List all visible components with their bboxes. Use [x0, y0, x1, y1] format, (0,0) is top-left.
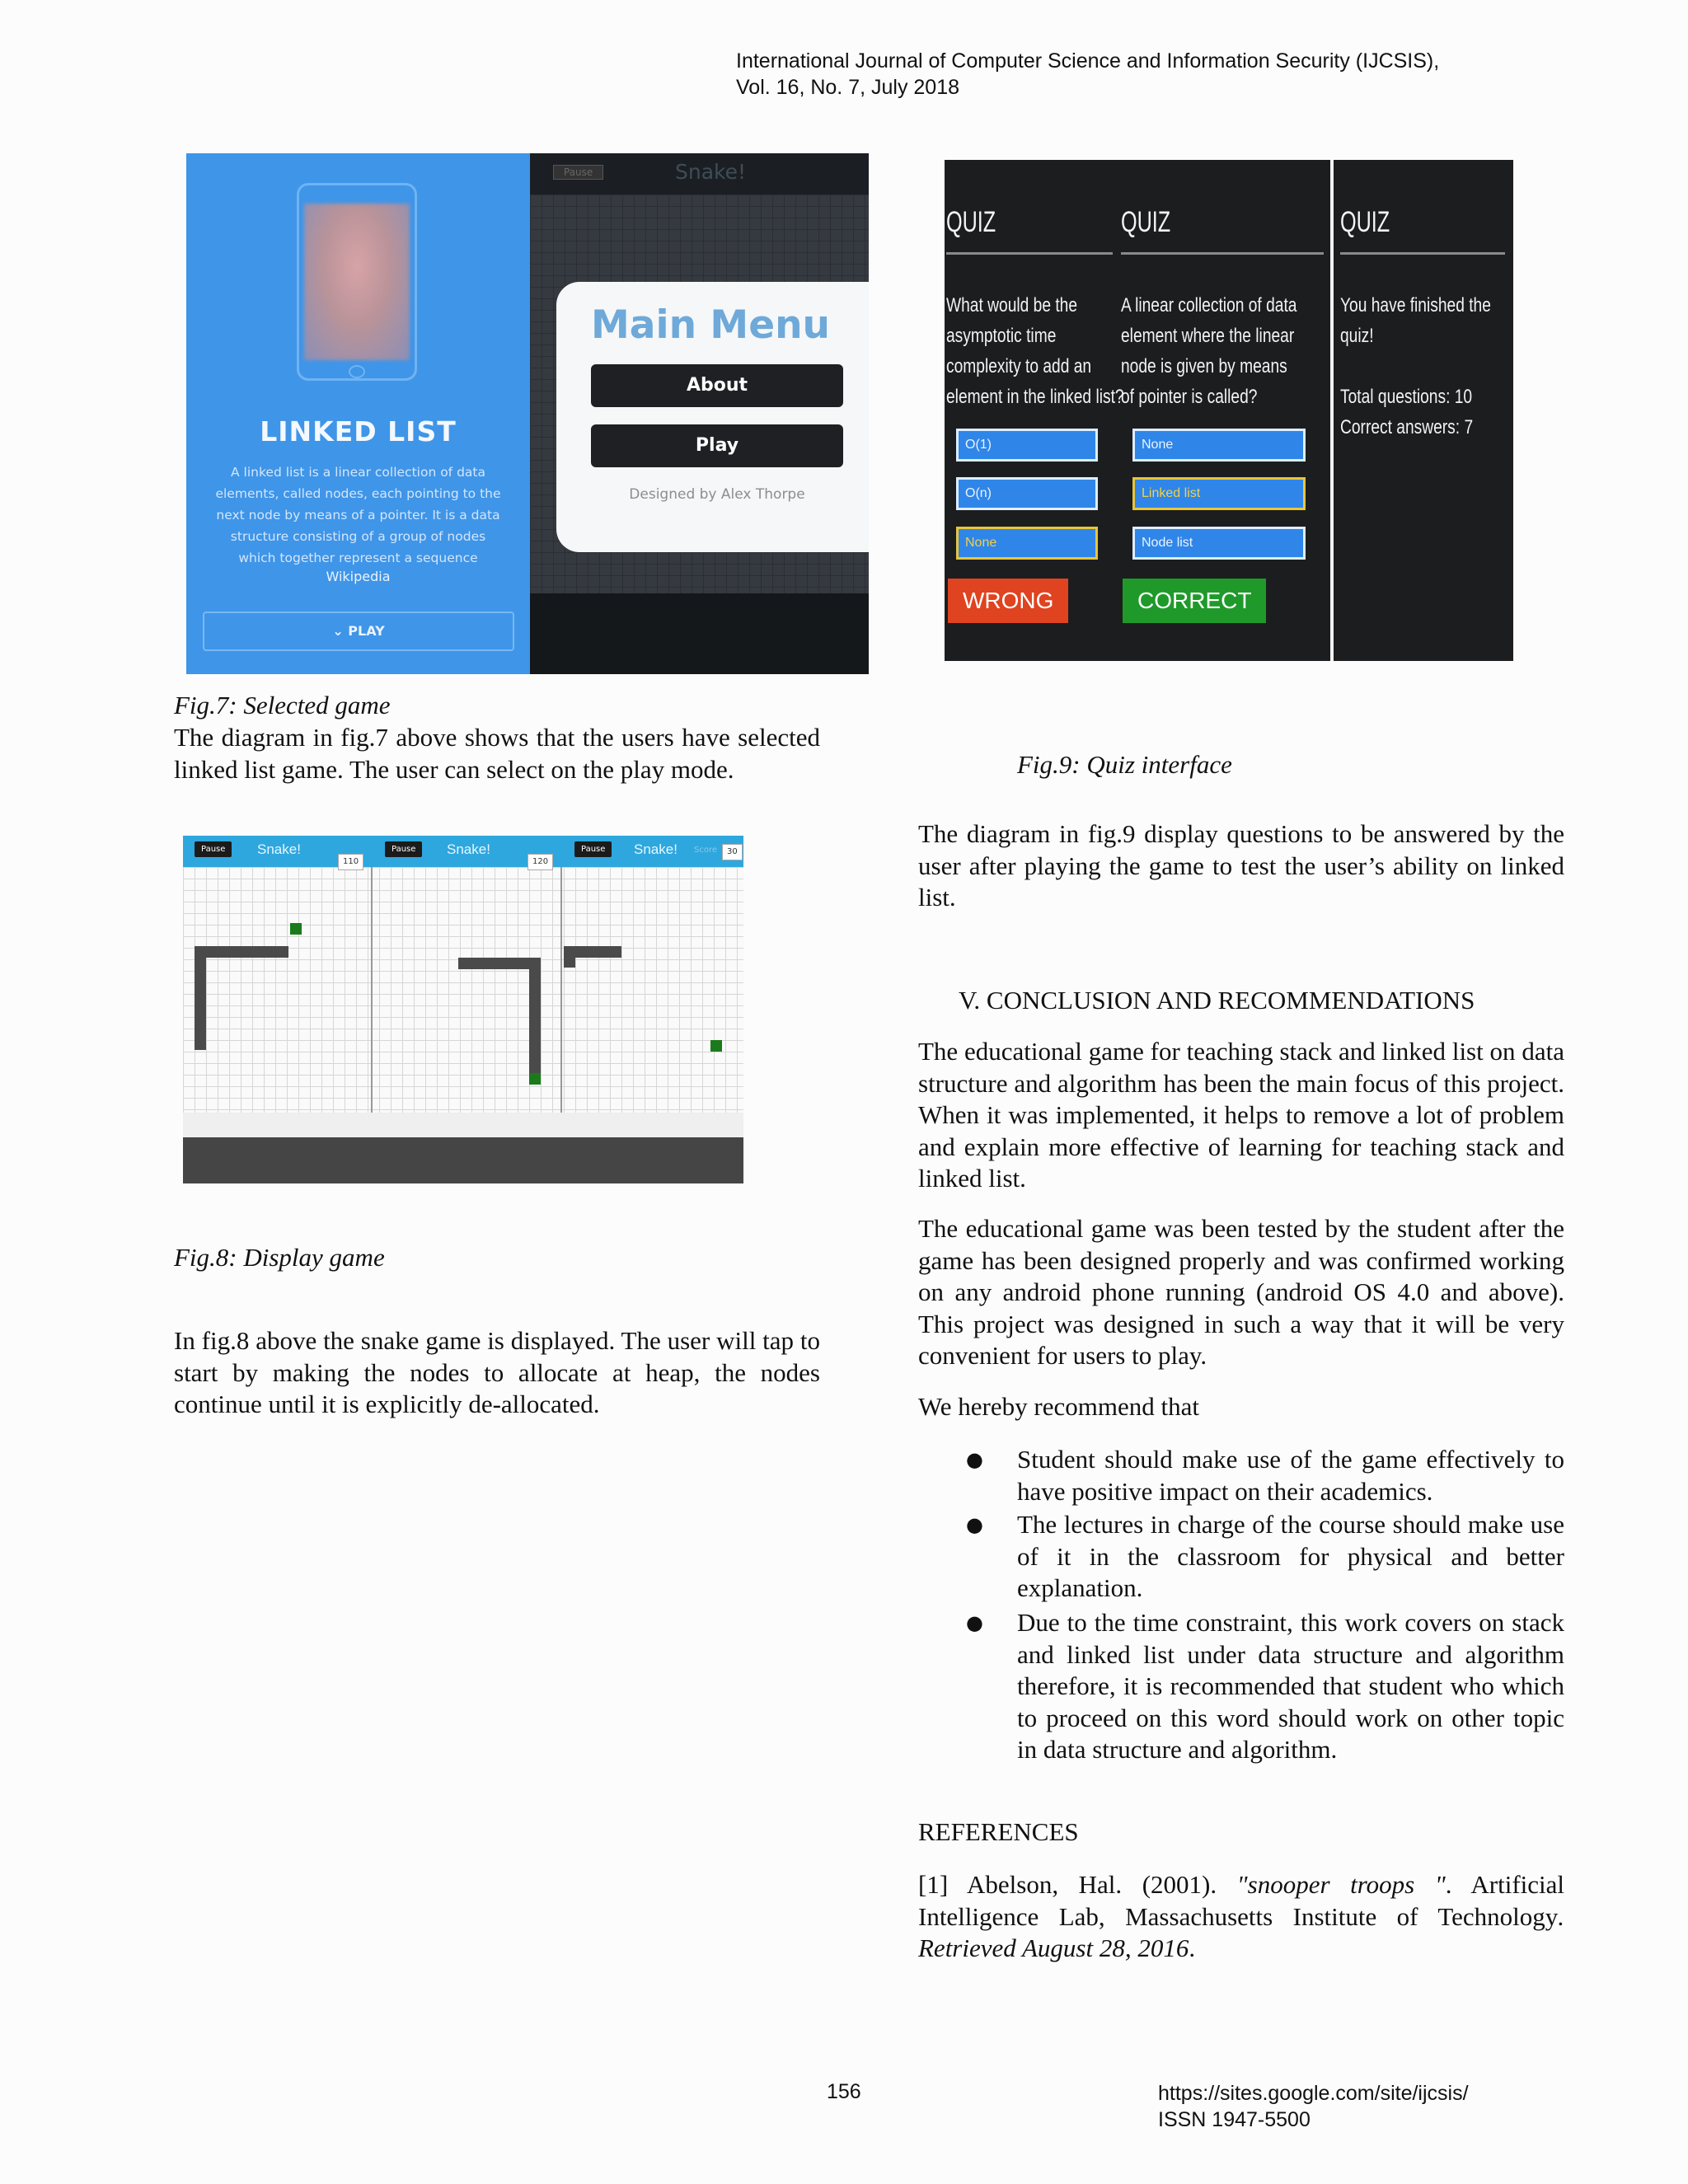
reference-1 [918, 1869, 1564, 1965]
figure-7-paragraph: The diagram in fig.7 above shows that the users have selected linked list game. The user can select on the play mode. [174, 723, 820, 784]
quiz-correct-answers: Correct answers: 7 [1340, 416, 1474, 438]
bullet-item [966, 1444, 1564, 1507]
snake-body [564, 946, 575, 968]
score-box: 30 [722, 844, 743, 860]
bullet-icon: ● [966, 1513, 983, 1536]
about-button[interactable]: About [591, 364, 843, 407]
quiz-option[interactable]: Node list [1132, 527, 1306, 560]
reference-1-authors: [1] Abelson, Hal. (2001). [918, 1870, 1237, 1899]
journal-url: https://sites.google.com/site/ijcsis/ [1158, 2082, 1469, 2105]
figure-9-quiz-interface [945, 160, 1513, 661]
quiz-result-correct: CORRECT [1123, 579, 1266, 623]
reference-1-dot: . [1558, 1901, 1564, 1931]
quiz-panel-finished [1334, 160, 1513, 661]
quiz-result-wrong: WRONG [948, 579, 1068, 623]
references-heading: REFERENCES [918, 1817, 1079, 1846]
main-menu-card [556, 282, 869, 552]
quiz-panel-question-2 [1121, 160, 1330, 661]
quiz-option-selected[interactable]: None [956, 527, 1098, 560]
reference-1-end: . [1189, 1933, 1196, 1962]
quiz-option[interactable]: O(1) [956, 429, 1098, 462]
linked-list-description: A linked list is a linear collection of data elements, called nodes, each pointing to the next node by means of a pointer. It is a data structure consisting of a group of nodes which together represent a sequence [215, 465, 501, 565]
section-heading: V. CONCLUSION AND RECOMMENDATIONS [959, 986, 1475, 1015]
game-footer-bar [183, 1137, 743, 1183]
phone-home-button [349, 365, 365, 378]
reference-1-title: "snooper troops " [1236, 1870, 1446, 1899]
phone-screen-image [304, 204, 410, 360]
reference-1-retrieved: Retrieved August 28, 2016 [918, 1933, 1189, 1962]
journal-volume: Vol. 16, No. 7, July 2018 [736, 76, 960, 99]
snake-body [195, 946, 288, 958]
pause-button[interactable]: Pause [385, 841, 422, 857]
snake-title: Snake! [257, 841, 301, 857]
quiz-total-questions: Total questions: 10 [1340, 386, 1473, 408]
main-menu-screen [530, 153, 869, 674]
quiz-question-text: A linear collection of data element where the linear node is given by means of pointer is called? [1121, 294, 1297, 408]
conclusion-paragraph-2: The educational game was been tested by the student after the game has been designed properly and was confirmed working on any android phone running (android OS 4.0 and above). This project was designed in such a way that it will be very convenient for users to play. [918, 1214, 1564, 1370]
designer-credit: Designed by Alex Thorpe [629, 486, 805, 503]
quiz-divider [946, 252, 1113, 255]
snake-food [529, 1073, 541, 1085]
snake-body [458, 958, 539, 969]
bullet-item [966, 1607, 1564, 1766]
snake-header-bar [183, 836, 743, 867]
pause-button[interactable]: Pause [574, 841, 612, 857]
journal-title: International Journal of Computer Science and Information Security (IJCSIS), [736, 49, 1440, 73]
quiz-option-selected[interactable]: Linked list [1132, 477, 1306, 510]
bullet-text: Student should make use of the game effectively to have positive impact on their academics. [1017, 1445, 1564, 1506]
quiz-divider [1121, 252, 1324, 255]
snake-food [710, 1040, 722, 1052]
quiz-option[interactable]: O(n) [956, 477, 1098, 510]
quiz-header: QUIZ [946, 206, 996, 238]
bullet-item [966, 1509, 1564, 1605]
main-menu-title: Main Menu [591, 302, 830, 348]
snake-food [290, 923, 302, 935]
bullet-icon: ● [966, 1611, 983, 1634]
score-label: Score [694, 846, 718, 855]
screen-divider [371, 867, 373, 1113]
linked-list-screen [186, 153, 530, 674]
figure-9-paragraph: The diagram in fig.9 display questions to be answered by the user after playing the game to test the user’s ability on linked list. [918, 819, 1564, 912]
conclusion-paragraph-1: The educational game for teaching stack and linked list on data structure and algorithm has been the main focus of this project. When it was implemented, it helps to remove a lot of problem and explain more effective of learning for teaching stack and linked list. [918, 1037, 1564, 1193]
journal-header [736, 48, 1439, 101]
pause-button[interactable]: Pause [553, 165, 603, 180]
figure-8-paragraph: In fig.8 above the snake game is displayed. The user will tap to start by making the nodes to allocate at heap, the nodes continue until it is explicitly de-allocated. [174, 1326, 820, 1418]
reference-1-publisher: . Artificial Intelligence Lab, Massachusetts Institute of Technology [918, 1870, 1565, 1931]
score-box: 120 [528, 854, 553, 870]
bullet-text: Due to the time constraint, this work covers on stack and linked list under data structure and algorithm therefore, it is recommended that student who which to proceed on this word should work on other topic in data structure and algorithm. [1017, 1608, 1564, 1764]
pause-button[interactable]: Pause [195, 841, 232, 857]
game-bottom-bar [530, 593, 869, 674]
linked-list-source: Wikipedia [326, 569, 391, 584]
bullet-icon: ● [966, 1448, 983, 1471]
snake-title: Snake! [447, 841, 490, 857]
game-title: Snake! [675, 160, 747, 184]
snake-body [195, 946, 206, 1050]
phone-icon [297, 183, 417, 381]
quiz-panel-question-1 [946, 160, 1124, 661]
quiz-option[interactable]: None [1132, 429, 1306, 462]
quiz-divider [1340, 252, 1505, 255]
snake-body [529, 958, 541, 1075]
recommend-intro: We hereby recommend that [918, 1392, 1199, 1421]
page-number: 156 [827, 2080, 861, 2103]
snake-grid [183, 867, 743, 1113]
screen-divider [560, 867, 562, 1113]
game-floor [183, 1113, 743, 1137]
quiz-question-text: What would be the asymptotic time complexity to add an element in the linked list? [946, 294, 1124, 408]
snake-title: Snake! [634, 841, 678, 857]
figure-7-selected-game [186, 153, 869, 674]
bullet-text: The lectures in charge of the course should make use of it in the classroom for physical and better explanation. [1017, 1510, 1564, 1602]
linked-list-title: LINKED LIST [260, 415, 457, 448]
quiz-header: QUIZ [1121, 206, 1171, 238]
figure-9-caption: Fig.9: Quiz interface [1017, 750, 1232, 779]
figure-7-caption: Fig.7: Selected game [174, 691, 391, 719]
game-top-bar [530, 153, 869, 194]
footer-info [1158, 2080, 1469, 2133]
score-box: 110 [338, 854, 363, 870]
quiz-header: QUIZ [1340, 206, 1390, 238]
main-menu-play-button[interactable]: Play [591, 424, 843, 467]
play-button[interactable]: ⌄ PLAY [203, 612, 514, 651]
journal-issn: ISSN 1947-5500 [1158, 2108, 1311, 2131]
figure-8-caption: Fig.8: Display game [174, 1243, 385, 1272]
quiz-finished-text: You have finished the quiz! [1340, 294, 1491, 347]
figure-8-display-game [183, 836, 743, 1183]
